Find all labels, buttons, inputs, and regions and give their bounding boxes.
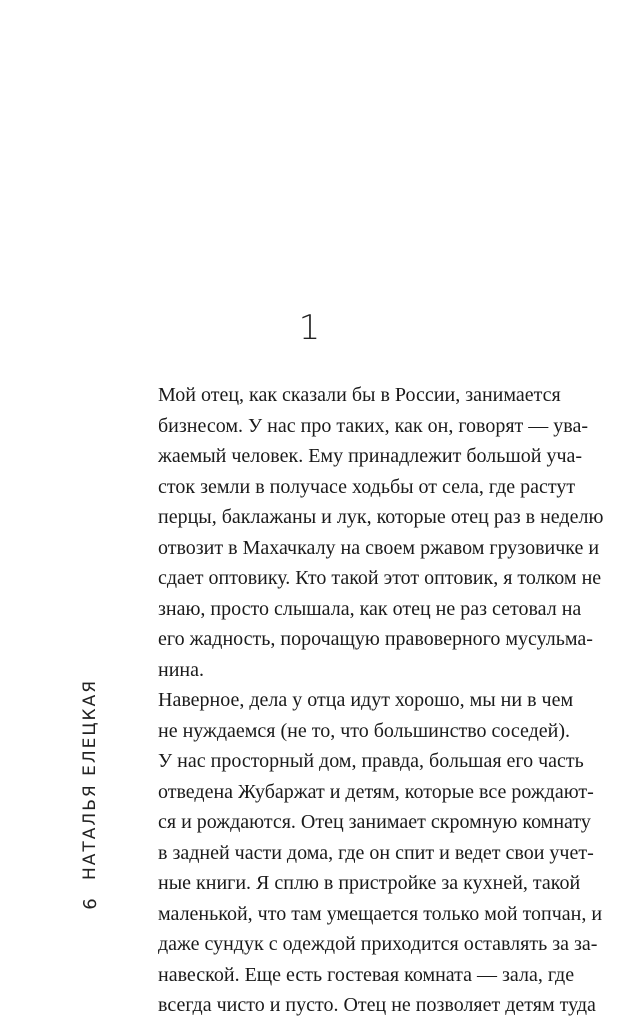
text-line: ные книги. Я сплю в пристройке за кухней, такой: [158, 872, 581, 894]
text-line: У нас просторный дом, правда, большая его часть: [158, 750, 584, 772]
text-line: Наверное, дела у отца идут хорошо, мы ни в чем: [158, 689, 574, 711]
author-name: НАТАЛЬЯ ЕЛЕЦКАЯ: [80, 678, 100, 880]
text-line: не нуждаемся (не то, что большинство соседей).: [158, 719, 571, 742]
text-line: знаю, просто слышала, как отец не раз сетовал на: [158, 597, 582, 620]
text-line: в задней части дома, где он спит и ведет свои учет-: [158, 841, 594, 864]
paragraph-2: [130, 685, 603, 1021]
text-line: навеской. Еще есть гостевая комната — зала, где: [158, 963, 575, 986]
text-line: сток земли в получасе ходьбы от села, где растут: [158, 475, 576, 498]
text-line: даже сундук с одеждой приходится оставлять за за-: [158, 933, 598, 955]
text-line: отведена Жубаржат и детям, которые все рождают-: [158, 780, 594, 803]
text-line: его жадность, порочащую правоверного мусульма-: [158, 628, 593, 650]
text-line: Мой отец, как сказали бы в России, занимается: [158, 384, 561, 406]
text-line: сдает оптовику. Кто такой этот оптовик, я толком не: [158, 567, 602, 589]
margin-running-head: [66, 678, 126, 950]
text-line: всегда чисто и пусто. Отец не позволяет детям туда: [158, 994, 596, 1016]
text-line: отвозит в Махачкалу на своем ржавом грузовичке и: [158, 536, 600, 559]
text-line: ся и рождаются. Отец занимает скромную комнату: [158, 811, 591, 833]
text-line: нина.: [158, 658, 204, 681]
body-text: [130, 380, 604, 1021]
paragraph-1: [130, 380, 604, 685]
text-line: жаемый человек. Ему принадлежит большой уча-: [158, 445, 583, 467]
chapter-number: 1: [298, 308, 321, 348]
text-line: перцы, баклажаны и лук, которые отец раз в неделю: [158, 506, 604, 528]
text-line: бизнесом. У нас про таких, как он, говорят — ува-: [158, 414, 588, 437]
page-number: 6: [80, 898, 101, 910]
text-line: маленькой, что там умещается только мой топчан, и: [158, 902, 603, 925]
